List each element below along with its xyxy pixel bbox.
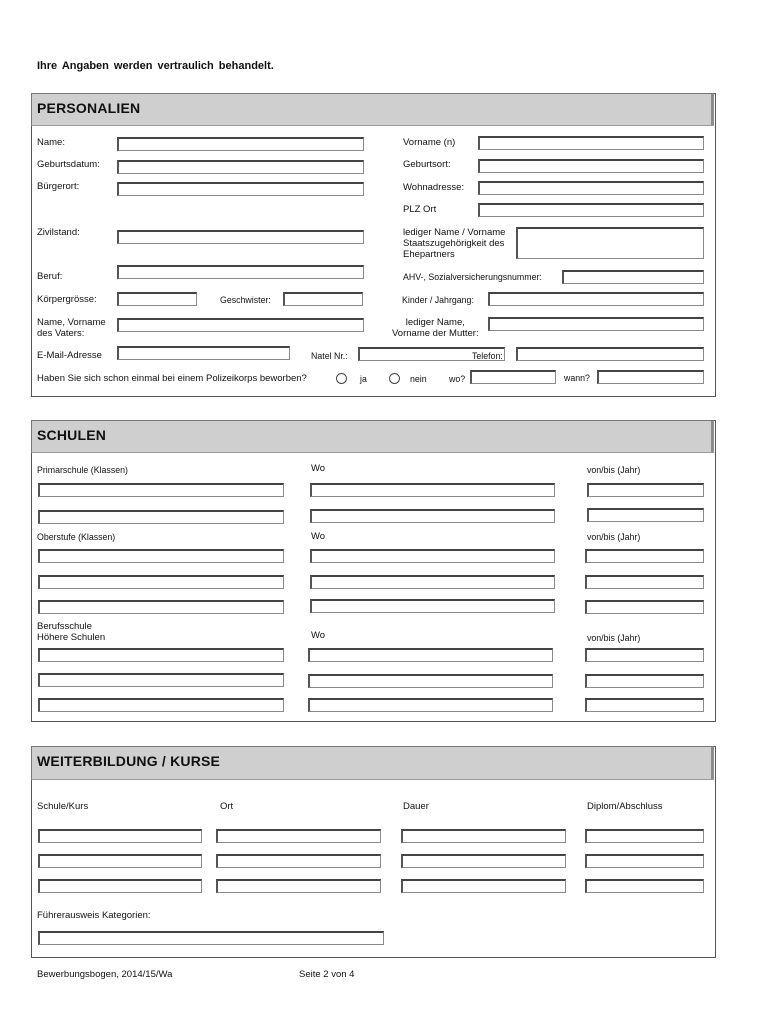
berufsschule-label: Berufsschule Höhere Schulen xyxy=(37,621,106,643)
primarschule-vonbis-label: von/bis (Jahr) xyxy=(587,465,641,475)
ahv-label: AHV-, Sozialversicherungsnummer: xyxy=(403,272,542,282)
wohnadresse-label: Wohnadresse: xyxy=(403,182,465,193)
geburtsort-field[interactable] xyxy=(478,159,704,173)
oberstufe-wo-field-2[interactable] xyxy=(310,575,555,589)
polizei-frage-label: Haben Sie sich schon einmal bei einem Polizeikorps beworben? xyxy=(37,373,307,384)
polizei-wo-label: wo? xyxy=(449,374,466,384)
berufsschule-vonbis-field-3[interactable] xyxy=(585,698,704,712)
kurs-diplom-field-1[interactable] xyxy=(585,829,704,843)
polizei-nein-label: nein xyxy=(410,374,427,384)
berufsschule-vonbis-field[interactable] xyxy=(585,648,704,662)
geburtsdatum-label: Geburtsdatum: xyxy=(37,159,100,170)
primarschule-vonbis-field[interactable] xyxy=(587,483,704,497)
primarschule-label: Primarschule (Klassen) xyxy=(37,465,128,475)
oberstufe-wo-label: Wo xyxy=(311,531,326,542)
wohnadresse-field[interactable] xyxy=(478,181,704,195)
berufsschule-wo-field-3[interactable] xyxy=(308,698,553,712)
berufsschule-klassen-field-2[interactable] xyxy=(38,673,284,687)
geburtsdatum-field[interactable] xyxy=(117,160,364,174)
kurs-schule-field-2[interactable] xyxy=(38,854,202,868)
polizei-ja-label: ja xyxy=(360,374,367,384)
kinder-label: Kinder / Jahrgang: xyxy=(402,295,474,305)
koerpergroesse-label: Körpergrösse: xyxy=(37,294,97,305)
email-field[interactable] xyxy=(117,346,290,360)
col-diplom-label: Diplom/Abschluss xyxy=(587,801,663,812)
name-label: Name: xyxy=(37,137,65,148)
polizei-wann-field[interactable] xyxy=(597,370,704,384)
ahv-field[interactable] xyxy=(562,270,704,284)
primarschule-wo-field-2[interactable] xyxy=(310,509,555,523)
col-dauer-label: Dauer xyxy=(403,801,429,812)
partner-label: lediger Name / Vorname Staatszugehörigkeit des Ehepartners xyxy=(403,227,506,260)
oberstufe-klassen-field-2[interactable] xyxy=(38,575,284,589)
col-schule-kurs-label: Schule/Kurs xyxy=(37,801,89,812)
weiterbildung-title: WEITERBILDUNG / KURSE xyxy=(37,753,221,769)
buergerort-label: Bürgerort: xyxy=(37,181,80,192)
polizei-nein-radio[interactable] xyxy=(389,373,400,384)
telefon-field[interactable] xyxy=(516,347,704,361)
confidentiality-note: Ihre Angaben werden vertraulich behandelt. xyxy=(37,60,274,72)
zivilstand-field[interactable] xyxy=(117,230,364,244)
berufsschule-vonbis-field-2[interactable] xyxy=(585,674,704,688)
berufsschule-wo-field-2[interactable] xyxy=(308,674,553,688)
kinder-field[interactable] xyxy=(488,292,704,306)
mutter-field[interactable] xyxy=(488,317,704,331)
oberstufe-label: Oberstufe (Klassen) xyxy=(37,532,116,542)
plz-ort-field[interactable] xyxy=(478,203,704,217)
kurs-dauer-field-3[interactable] xyxy=(401,879,566,893)
natel-label: Natel Nr.: xyxy=(311,351,348,361)
kurs-schule-field-1[interactable] xyxy=(38,829,202,843)
primarschule-vonbis-field-2[interactable] xyxy=(587,508,704,522)
kurs-ort-field-3[interactable] xyxy=(216,879,381,893)
oberstufe-vonbis-label: von/bis (Jahr) xyxy=(587,532,641,542)
zivilstand-label: Zivilstand: xyxy=(37,227,80,238)
koerpergroesse-field[interactable] xyxy=(117,292,197,306)
kurs-dauer-field-1[interactable] xyxy=(401,829,566,843)
buergerort-field[interactable] xyxy=(117,182,364,196)
polizei-wann-label: wann? xyxy=(564,373,590,383)
polizei-ja-radio[interactable] xyxy=(336,373,347,384)
plz-ort-label: PLZ Ort xyxy=(403,204,437,215)
polizei-wo-field[interactable] xyxy=(470,370,556,384)
kurs-ort-field-2[interactable] xyxy=(216,854,381,868)
kurs-dauer-field-2[interactable] xyxy=(401,854,566,868)
footer-page-number: Seite 2 von 4 xyxy=(299,969,355,980)
vorname-label: Vorname (n) xyxy=(403,137,456,148)
kurs-diplom-field-3[interactable] xyxy=(585,879,704,893)
vater-field[interactable] xyxy=(117,318,364,332)
oberstufe-vonbis-field-2[interactable] xyxy=(585,575,704,589)
partner-field[interactable] xyxy=(516,227,704,259)
fuehrerausweis-label: Führerausweis Kategorien: xyxy=(37,910,151,921)
oberstufe-wo-field[interactable] xyxy=(310,549,555,563)
kurs-diplom-field-2[interactable] xyxy=(585,854,704,868)
beruf-label: Beruf: xyxy=(37,271,63,282)
primarschule-klassen-field[interactable] xyxy=(38,483,284,497)
kurs-schule-field-3[interactable] xyxy=(38,879,202,893)
geburtsort-label: Geburtsort: xyxy=(403,159,451,170)
schulen-title: SCHULEN xyxy=(37,427,107,443)
personalien-title: PERSONALIEN xyxy=(37,100,141,116)
telefon-label: Telefon: xyxy=(472,351,503,361)
fuehrerausweis-field[interactable] xyxy=(38,931,384,945)
oberstufe-wo-field-3[interactable] xyxy=(310,599,555,613)
mutter-label: lediger Name, Vorname der Mutter: xyxy=(392,317,479,339)
vater-label: Name, Vorname des Vaters: xyxy=(37,317,106,339)
oberstufe-klassen-field-3[interactable] xyxy=(38,600,284,614)
beruf-field[interactable] xyxy=(117,265,364,279)
name-field[interactable] xyxy=(117,137,364,151)
primarschule-wo-label: Wo xyxy=(311,463,326,474)
footer-document-id: Bewerbungsbogen, 2014/15/Wa xyxy=(37,969,173,980)
kurs-ort-field-1[interactable] xyxy=(216,829,381,843)
oberstufe-vonbis-field[interactable] xyxy=(585,549,704,563)
geschwister-label: Geschwister: xyxy=(220,295,271,305)
email-label: E-Mail-Adresse xyxy=(37,350,102,361)
berufsschule-wo-label: Wo xyxy=(311,630,326,641)
berufsschule-vonbis-label: von/bis (Jahr) xyxy=(587,633,641,643)
berufsschule-wo-field[interactable] xyxy=(308,648,553,662)
berufsschule-klassen-field-3[interactable] xyxy=(38,698,284,712)
schulen-header-band xyxy=(31,420,714,453)
oberstufe-klassen-field[interactable] xyxy=(38,549,284,563)
primarschule-wo-field[interactable] xyxy=(310,483,555,497)
berufsschule-klassen-field[interactable] xyxy=(38,648,284,662)
vorname-field[interactable] xyxy=(478,136,704,150)
primarschule-klassen-field-2[interactable] xyxy=(38,510,284,524)
geschwister-field[interactable] xyxy=(283,292,363,306)
col-ort-label: Ort xyxy=(220,801,234,812)
oberstufe-vonbis-field-3[interactable] xyxy=(585,600,704,614)
